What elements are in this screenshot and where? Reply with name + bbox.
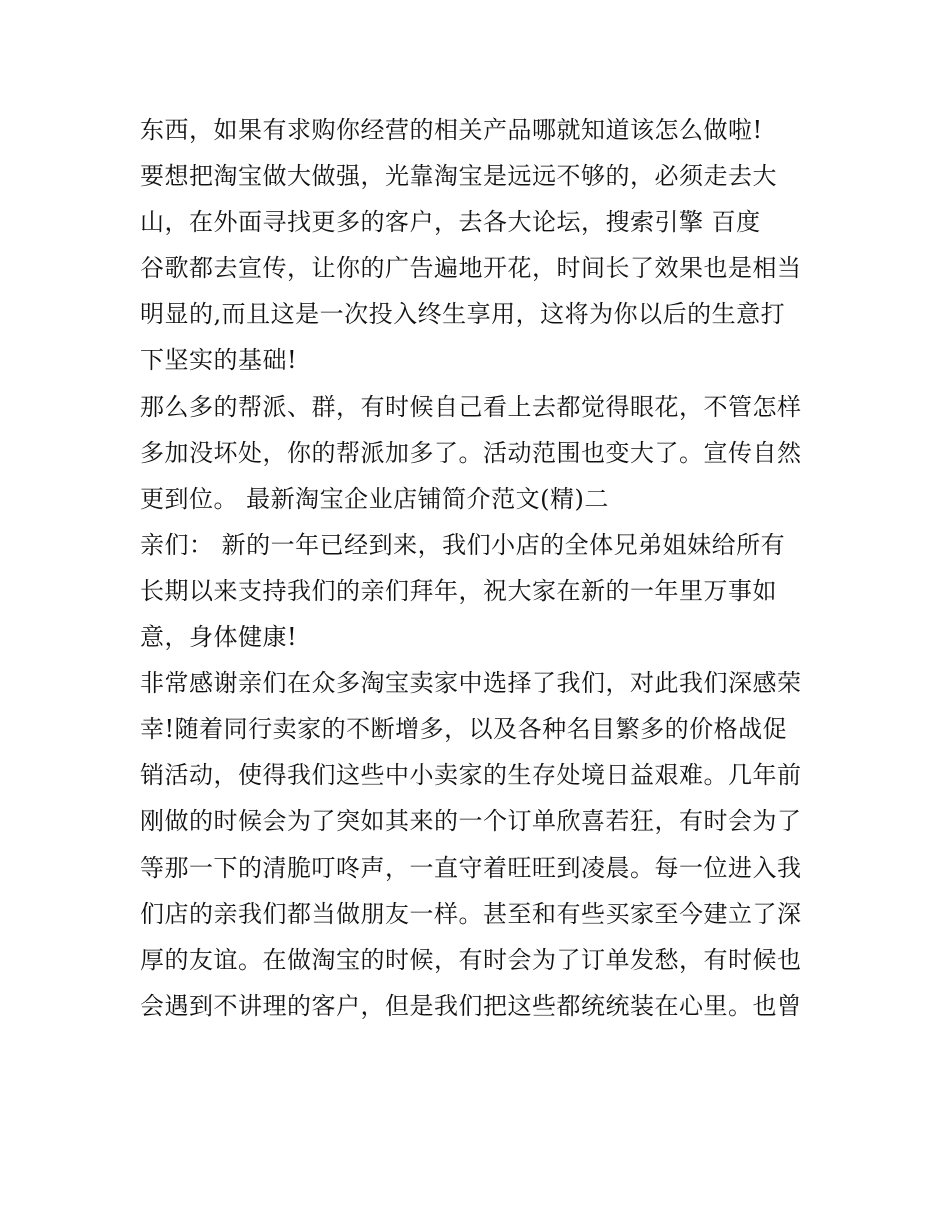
text-line: 多加没坏处，你的帮派加多了。活动范围也变大了。宣传自然: [140, 438, 802, 467]
text-line: 那么多的帮派、群，有时候自己看上去都觉得眼花，不管怎样: [140, 392, 802, 421]
text-line: 幸!随着同行卖家的不断增多，以及各种名目繁多的价格战促: [140, 715, 788, 744]
text-line: 亲们： 新的一年已经到来，我们小店的全体兄弟姐妹给所有: [140, 530, 786, 559]
text-line: 厚的友谊。在做淘宝的时候，有时会为了订单发愁，有时候也: [140, 945, 802, 974]
text-line: 下坚实的基础!: [140, 346, 298, 375]
text-line: 会遇到不讲理的客户，但是我们把这些都统统装在心里。也曾: [140, 991, 802, 1020]
text-line: 长期以来支持我们的亲们拜年，祝大家在新的一年里万事如: [140, 576, 777, 605]
text-line: 非常感谢亲们在众多淘宝卖家中选择了我们，对此我们深感荣: [140, 669, 802, 698]
text-line: 们店的亲我们都当做朋友一样。甚至和有些买家至今建立了深: [140, 899, 802, 928]
text-line: 更到位。 最新淘宝企业店铺简介范文(精)二: [140, 484, 609, 513]
text-line: 东西，如果有求购你经营的相关产品哪就知道该怎么做啦!: [140, 116, 763, 144]
text-line: 山，在外面寻找更多的客户，去各大论坛，搜索引擎 百度: [140, 208, 761, 237]
text-line: 等那一下的清脆叮咚声，一直守着旺旺到凌晨。每一位进入我: [140, 853, 802, 882]
text-line: 要想把淘宝做大做强，光靠淘宝是远远不够的，必须走去大: [140, 162, 777, 191]
body-text: [140, 107, 830, 1029]
text-line: 意，身体健康!: [140, 623, 298, 652]
text-line: 谷歌都去宣传，让你的广告遍地开花，时间长了效果也是相当: [140, 254, 802, 283]
text-line: 销活动，使得我们这些中小卖家的生存处境日益艰难。几年前: [140, 761, 802, 790]
text-line: 明显的,而且这是一次投入终生享用，这将为你以后的生意打: [140, 300, 786, 329]
text-line: 刚做的时候会为了突如其来的一个订单欣喜若狂，有时会为了: [140, 807, 802, 836]
